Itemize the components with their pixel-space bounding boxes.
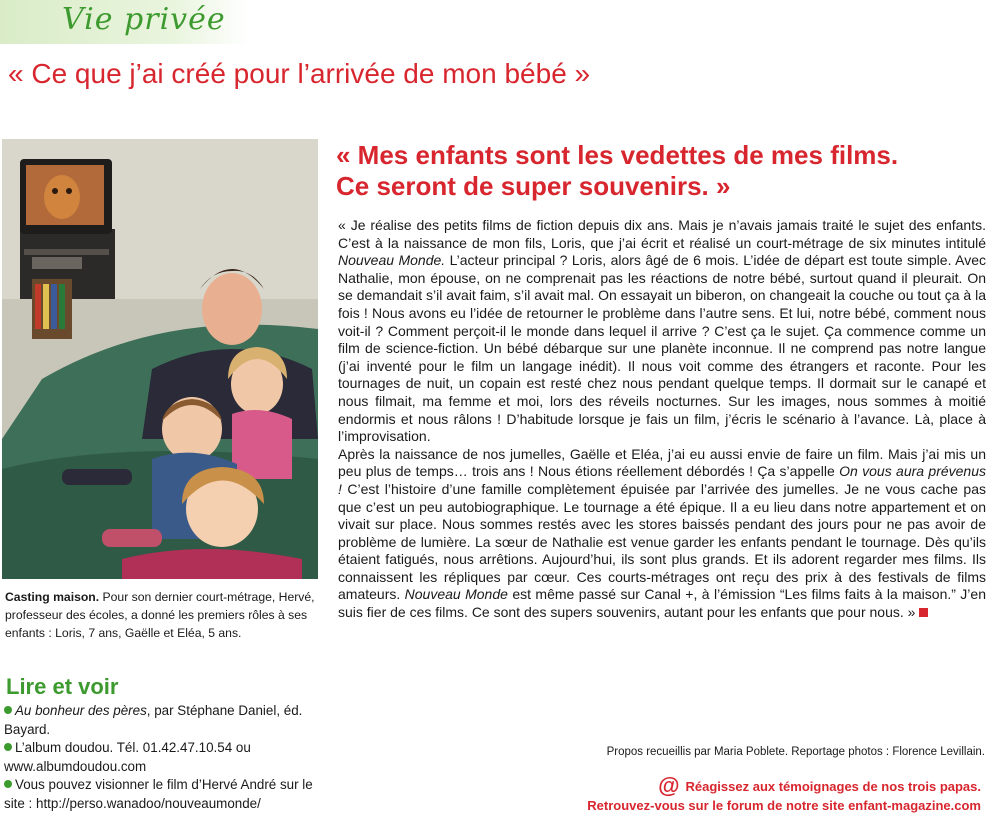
bleed-through-text-lower — [5, 648, 305, 674]
family-photo — [2, 139, 318, 579]
article-paragraph — [338, 446, 986, 622]
forum-callout — [587, 773, 981, 815]
text-run: C’est l’histoire d’une famille complètement épuisée par l’arrivée des jumelles. Je ne vous cache pas que c’est un peu autobiographique. Le tournage a été épique. Il a eu lieu dans notre appartement et on vivait sur place. Nous sommes restés avec les stores baissés pendant des jours pour ne pas avoir de problème de lumière. La sœur de Nathalie est venue garder les enfants pendant le tournage. Dès qu’ils étaient fatigués, nous arrêtions. Aujourd’hui, ils sont plus grands. Et ils adorent regarder mes films. Ils connaissent les répliques par cœur. Ces courts-métrages ont reçu des prix à des festivals de films amateurs. — [338, 480, 986, 603]
text-run: L’acteur principal ? Loris, alors âgé de 6 mois. L’idée de départ est toute simple. Avec Nathalie, mon épouse, on ne comprenait pas les réactions de notre bébé, surtout quand il pleurait. On se demandait s’il avait faim, s’il avait mal. On essayait un biberon, on changeait la couche ou tout ça à la fois ! Nous avons eu l’idée de retourner le problème dans l’autre sens. Et lui, notre bébé, comment nous voit-il ? Comment perçoit-il le monde dans lequel il arrive ? C’est ça le sujet. Ça commence comme un film de science-fiction. Un bébé débarque sur une planète inconnue. Il ne comprend pas notre langue (j’ai inventé pour le film un langage inédit). Il nous voit comme des étrangers et raconte. Pour les tournages de nuit, un copain est resté chez nous pendant quelque temps. Il dormait sur le canapé et nous filmait, ma femme et moi, lors des réveils nocturnes. Sur les images, nous sommes à moitié endormis et nous râlons ! D’habitude lorsque je fais un film, j’écris le scénario à l’avance. Là, place à l’improvisation. — [338, 252, 986, 445]
pull-quote — [336, 140, 986, 202]
lire-et-voir-title: Lire et voir — [6, 674, 119, 699]
film-title: Nouveau Monde — [404, 586, 508, 603]
pull-quote-line-2: Ce seront de super souvenirs. » — [336, 171, 731, 201]
photo-caption — [5, 588, 323, 642]
album-details: L’album doudou. Tél. 01.42.47.10.54 ou www.albumdoudou.com — [4, 740, 251, 774]
end-of-article-icon — [919, 608, 928, 617]
lire-et-voir-list — [4, 702, 334, 814]
bullet-icon — [4, 780, 12, 788]
bullet-icon — [4, 706, 12, 714]
article-body — [338, 217, 986, 622]
article-paragraph — [338, 217, 986, 446]
list-item — [4, 739, 334, 776]
callout-line-1: Réagissez aux témoignages de nos trois papas. — [685, 779, 981, 794]
family-photo-icon — [2, 139, 318, 579]
page-title: « Ce que j’ai créé pour l’arrivée de mon bébé » — [8, 58, 591, 89]
text-run: « Je réalise des petits films de fiction depuis dix ans. Mais je n’avais jamais traité le sujet des enfants. C’est à la naissance de mon fils, Loris, que j’ai écrit et réalisé un court-métrage de six minutes intitulé — [338, 217, 986, 251]
film-title: Nouveau Monde. — [338, 252, 446, 269]
book-details: , par Stéphane Daniel, éd. Bayard. — [4, 703, 303, 737]
bleed-through-text — [500, 0, 987, 40]
bullet-icon — [4, 743, 12, 751]
text-run: est même passé sur Canal +, à l’émission “Les films faits à la maison.” J’en suis fier de ces films. Ce sont des supers souvenirs, autant pour les enfants que pour nous. » — [338, 586, 986, 621]
text-run: Après la naissance de nos jumelles, Gaëlle et Eléa, j’ai eu aussi envie de faire un film. Mais j’ai mis un peu plus de temps… trois ans ! Nous étions réellement débordés ! Ça s’appelle — [338, 445, 986, 480]
at-sign-icon: @ — [658, 773, 680, 798]
caption-text: Pour son dernier court-métrage, Hervé, professeur des écoles, a donné les premiers rôles à ses enfants : Loris, 7 ans, Gaëlle et Eléa, 5 ans. — [5, 590, 315, 640]
photo-credit: Propos recueillis par Maria Poblete. Reportage photos : Florence Levillain. — [606, 746, 985, 758]
caption-lead: Casting maison. — [5, 590, 100, 604]
film-details: Vous pouvez visionner le film d’Hervé André sur le site : http://perso.wanadoo/nouveaumonde/ — [4, 777, 313, 811]
section-tag — [0, 0, 250, 44]
list-item — [4, 702, 334, 739]
film-title: On vous aura prévenus ! — [338, 463, 987, 497]
callout-line-2: Retrouvez-vous sur le forum de notre site enfant-magazine.com — [587, 798, 981, 813]
list-item — [4, 776, 334, 813]
pull-quote-line-1: « Mes enfants sont les vedettes de mes films. — [336, 140, 899, 170]
section-label: Vie privée — [62, 2, 226, 37]
book-title: Au bonheur des pères — [15, 703, 147, 718]
